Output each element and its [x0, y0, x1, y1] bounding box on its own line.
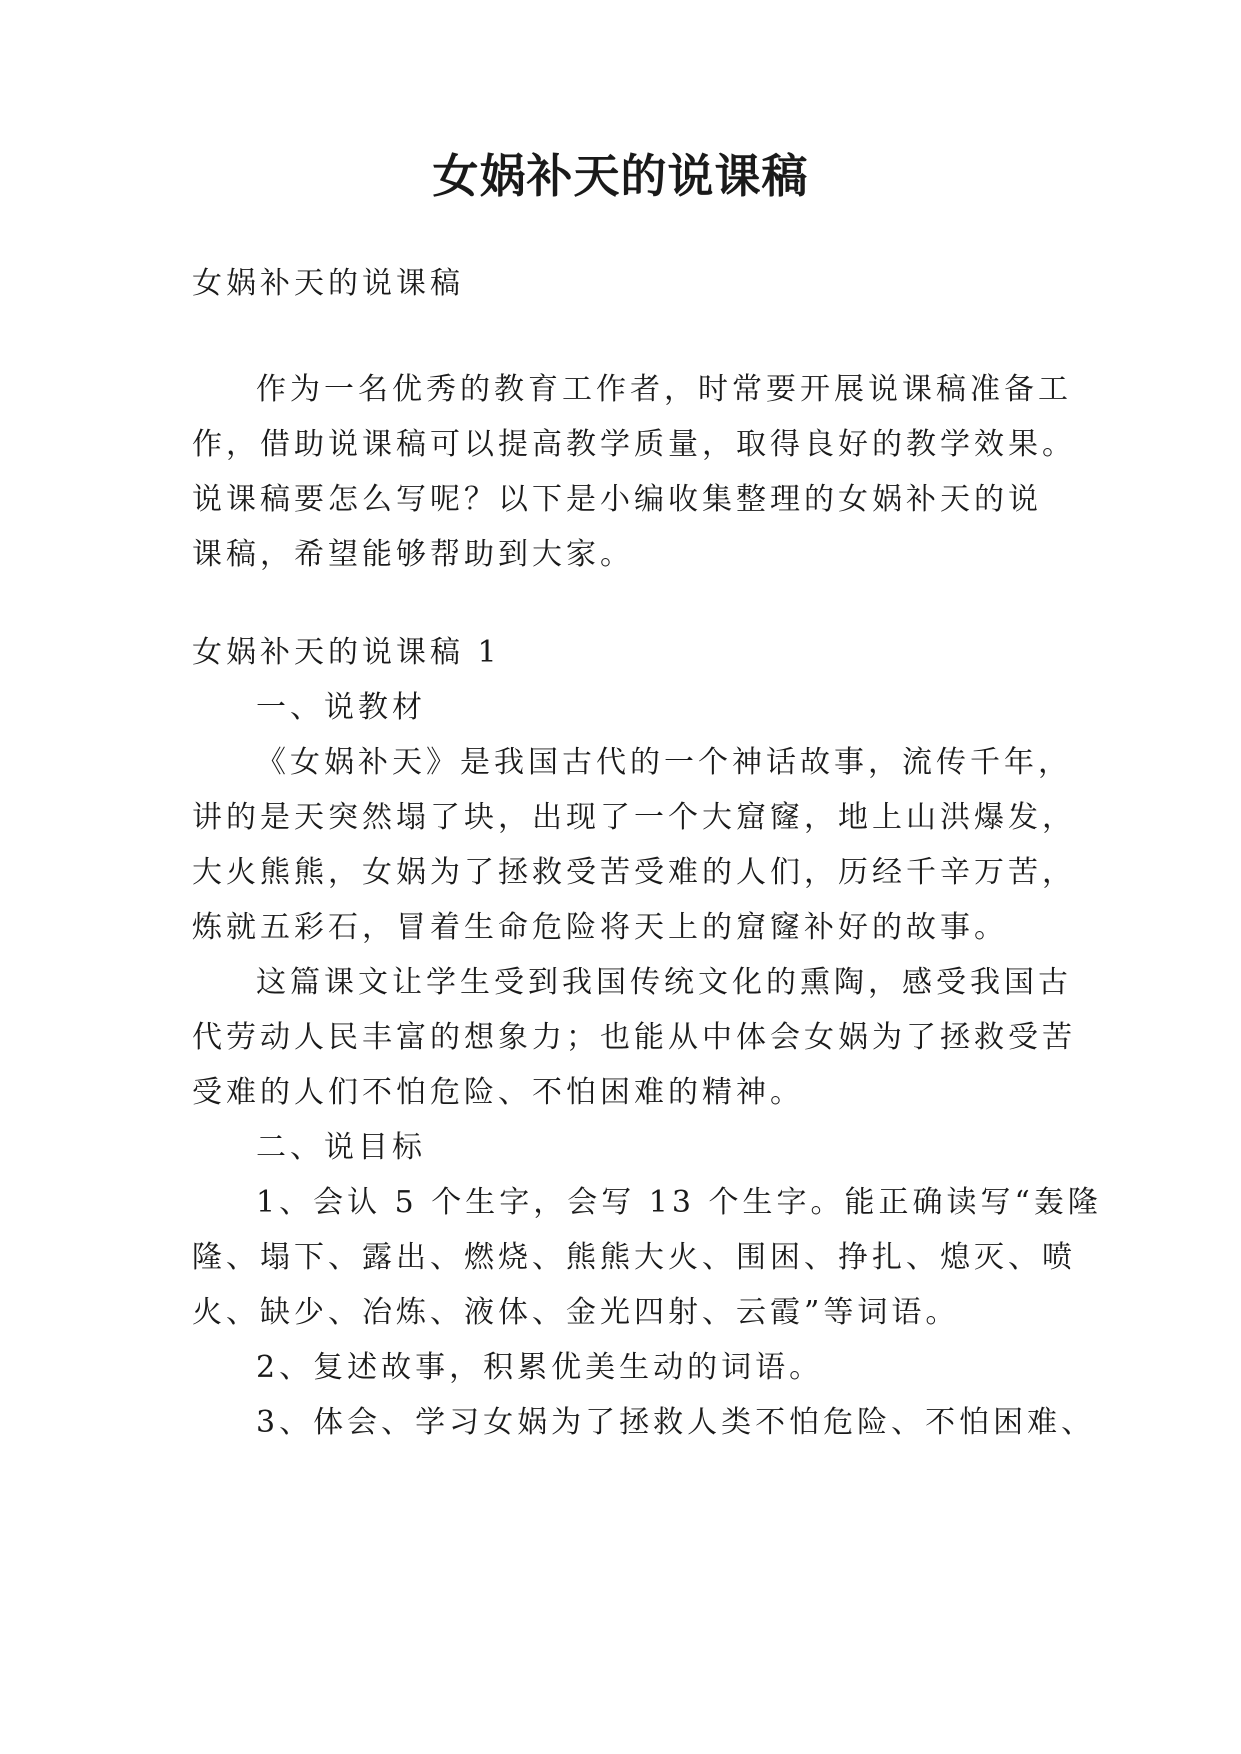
intro-line: 说课稿要怎么写呢？以下是小编收集整理的女娲补天的说: [192, 482, 1042, 517]
paragraph-line: 1、会认 5 个生字，会写 13 个生字。能正确读写“轰隆: [256, 1185, 1102, 1220]
intro-line: 课稿，希望能够帮助到大家。: [192, 537, 634, 572]
intro-line: 作为一名优秀的教育工作者，时常要开展说课稿准备工: [256, 372, 1072, 407]
document-title: 女娲补天的说课稿: [432, 149, 809, 203]
paragraph-line: 这篇课文让学生受到我国传统文化的熏陶，感受我国古: [256, 965, 1072, 1000]
paragraph-line: 《女娲补天》是我国古代的一个神话故事，流传千年，: [256, 745, 1072, 780]
paragraph-line: 受难的人们不怕危险、不怕困难的精神。: [192, 1075, 804, 1110]
part1-heading: 一、说教材: [256, 690, 426, 725]
paragraph-line: 大火熊熊，女娲为了拯救受苦受难的人们，历经千辛万苦，: [192, 855, 1076, 890]
section-title: 女娲补天的说课稿 1: [192, 635, 501, 670]
part2-heading: 二、说目标: [256, 1130, 426, 1165]
goal-2: 2、复述故事，积累优美生动的词语。: [256, 1350, 824, 1385]
document-subtitle: 女娲补天的说课稿: [192, 266, 464, 301]
paragraph-line: 隆、塌下、露出、燃烧、熊熊大火、围困、挣扎、熄灭、喷: [192, 1240, 1076, 1275]
goal-3: 3、体会、学习女娲为了拯救人类不怕危险、不怕困难、: [256, 1405, 1096, 1440]
intro-line: 作，借助说课稿可以提高教学质量，取得良好的教学效果。: [192, 427, 1076, 462]
paragraph-line: 讲的是天突然塌了块，出现了一个大窟窿，地上山洪爆发，: [192, 800, 1076, 835]
paragraph-line: 火、缺少、冶炼、液体、金光四射、云霞”等词语。: [192, 1295, 960, 1330]
paragraph-line: 代劳动人民丰富的想象力；也能从中体会女娲为了拯救受苦: [192, 1020, 1076, 1055]
paragraph-line: 炼就五彩石，冒着生命危险将天上的窟窿补好的故事。: [192, 910, 1008, 945]
